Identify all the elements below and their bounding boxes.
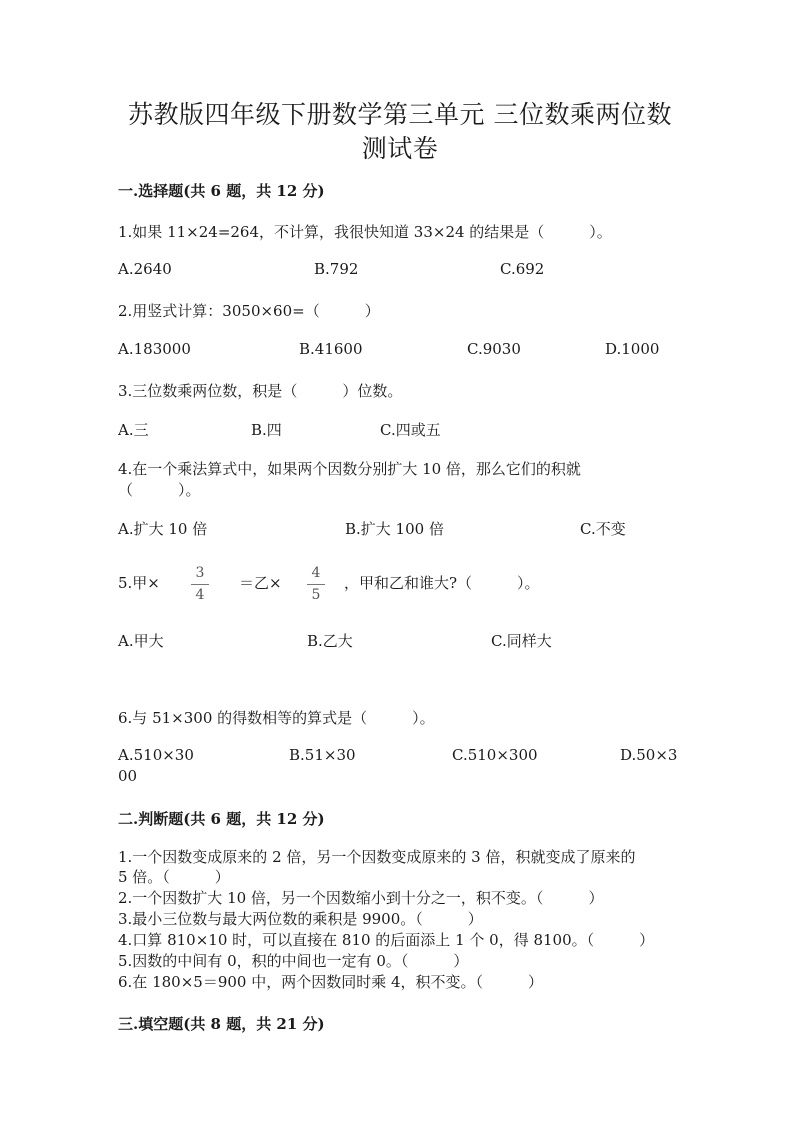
judgement-item: 3.最小三位数与最大两位数的乘积是 9900。（ ） — [118, 910, 483, 928]
q2-option-b: B.41600 — [299, 340, 363, 358]
q1-option-c: C.692 — [500, 260, 545, 278]
q2-option-d: D.1000 — [605, 340, 660, 358]
question-2-text: 2.用竖式计算：3050×60=（ ） — [118, 302, 380, 320]
q5-frac1-bar — [191, 584, 209, 585]
q3-option-c: C.四或五 — [380, 421, 441, 439]
q6-option-d-wrap: 00 — [118, 767, 138, 785]
question-1-text: 1.如果 11×24=264，不计算，我很快知道 33×24 的结果是（ ）。 — [118, 223, 612, 241]
question-3-text: 3.三位数乘两位数，积是（ ）位数。 — [118, 382, 403, 400]
q5-option-a: A.甲大 — [118, 632, 164, 650]
judgement-item: 1.一个因数变成原来的 2 倍，另一个因数变成原来的 3 倍，积就变成了原来的 — [118, 848, 636, 866]
q5-frac1-numerator: 3 — [195, 565, 205, 581]
page-title-line1: 苏教版四年级下册数学第三单元 三位数乘两位数 — [128, 100, 672, 129]
q5-frac2-denominator: 5 — [311, 587, 321, 603]
q4-option-a: A.扩大 10 倍 — [118, 520, 208, 538]
q1-option-b: B.792 — [314, 260, 359, 278]
q6-option-b: B.51×30 — [289, 746, 356, 764]
q2-option-a: A.183000 — [118, 340, 191, 358]
q4-option-b: B.扩大 100 倍 — [345, 520, 444, 538]
q6-option-a: A.510×30 — [118, 746, 194, 764]
page-title-line2: 测试卷 — [361, 134, 439, 163]
section1-heading: 一.选择题(共 6 题，共 12 分) — [118, 182, 325, 200]
section3-heading: 三.填空题(共 8 题，共 21 分) — [118, 1015, 325, 1033]
question-5-part2: ＝乙× — [239, 574, 282, 592]
q2-option-c: C.9030 — [467, 340, 521, 358]
judgement-item: 5.因数的中间有 0，积的中间也一定有 0。（ ） — [118, 952, 469, 970]
question-5-part1: 5.甲× — [118, 574, 160, 592]
judgement-item: 2.一个因数扩大 10 倍，另一个因数缩小到十分之一，积不变。（ ） — [118, 889, 604, 907]
question-6-text: 6.与 51×300 的得数相等的算式是（ ）。 — [118, 709, 435, 727]
q5-fraction-4-5 — [305, 565, 327, 604]
q3-option-a: A.三 — [118, 421, 149, 439]
judgement-item: 5 倍。（ ） — [118, 868, 230, 886]
q5-option-c: C.同样大 — [491, 632, 552, 650]
q5-fraction-3-4 — [189, 565, 211, 604]
q5-frac1-denominator: 4 — [195, 587, 205, 603]
q1-option-a: A.2640 — [118, 260, 172, 278]
q6-option-d: D.50×3 — [620, 746, 678, 764]
q5-frac2-numerator: 4 — [311, 565, 321, 581]
q5-option-b: B.乙大 — [307, 632, 353, 650]
question-4-text-line1: 4.在一个乘法算式中，如果两个因数分别扩大 10 倍，那么它们的积就 — [118, 460, 581, 478]
q5-frac2-bar — [307, 584, 325, 585]
section2-heading: 二.判断题(共 6 题，共 12 分) — [118, 810, 325, 828]
judgement-item: 6.在 180×5＝900 中，两个因数同时乘 4，积不变。（ ） — [118, 973, 544, 991]
question-4-text-line2: （ ）。 — [118, 481, 201, 499]
q6-option-c: C.510×300 — [452, 746, 538, 764]
judgement-item: 4.口算 810×10 时，可以直接在 810 的后面添上 1 个 0，得 8100。（ ） — [118, 931, 655, 949]
question-5-part3: ，甲和乙和谁大?（ ）。 — [344, 574, 540, 592]
q4-option-c: C.不变 — [580, 520, 626, 538]
q3-option-b: B.四 — [251, 421, 282, 439]
